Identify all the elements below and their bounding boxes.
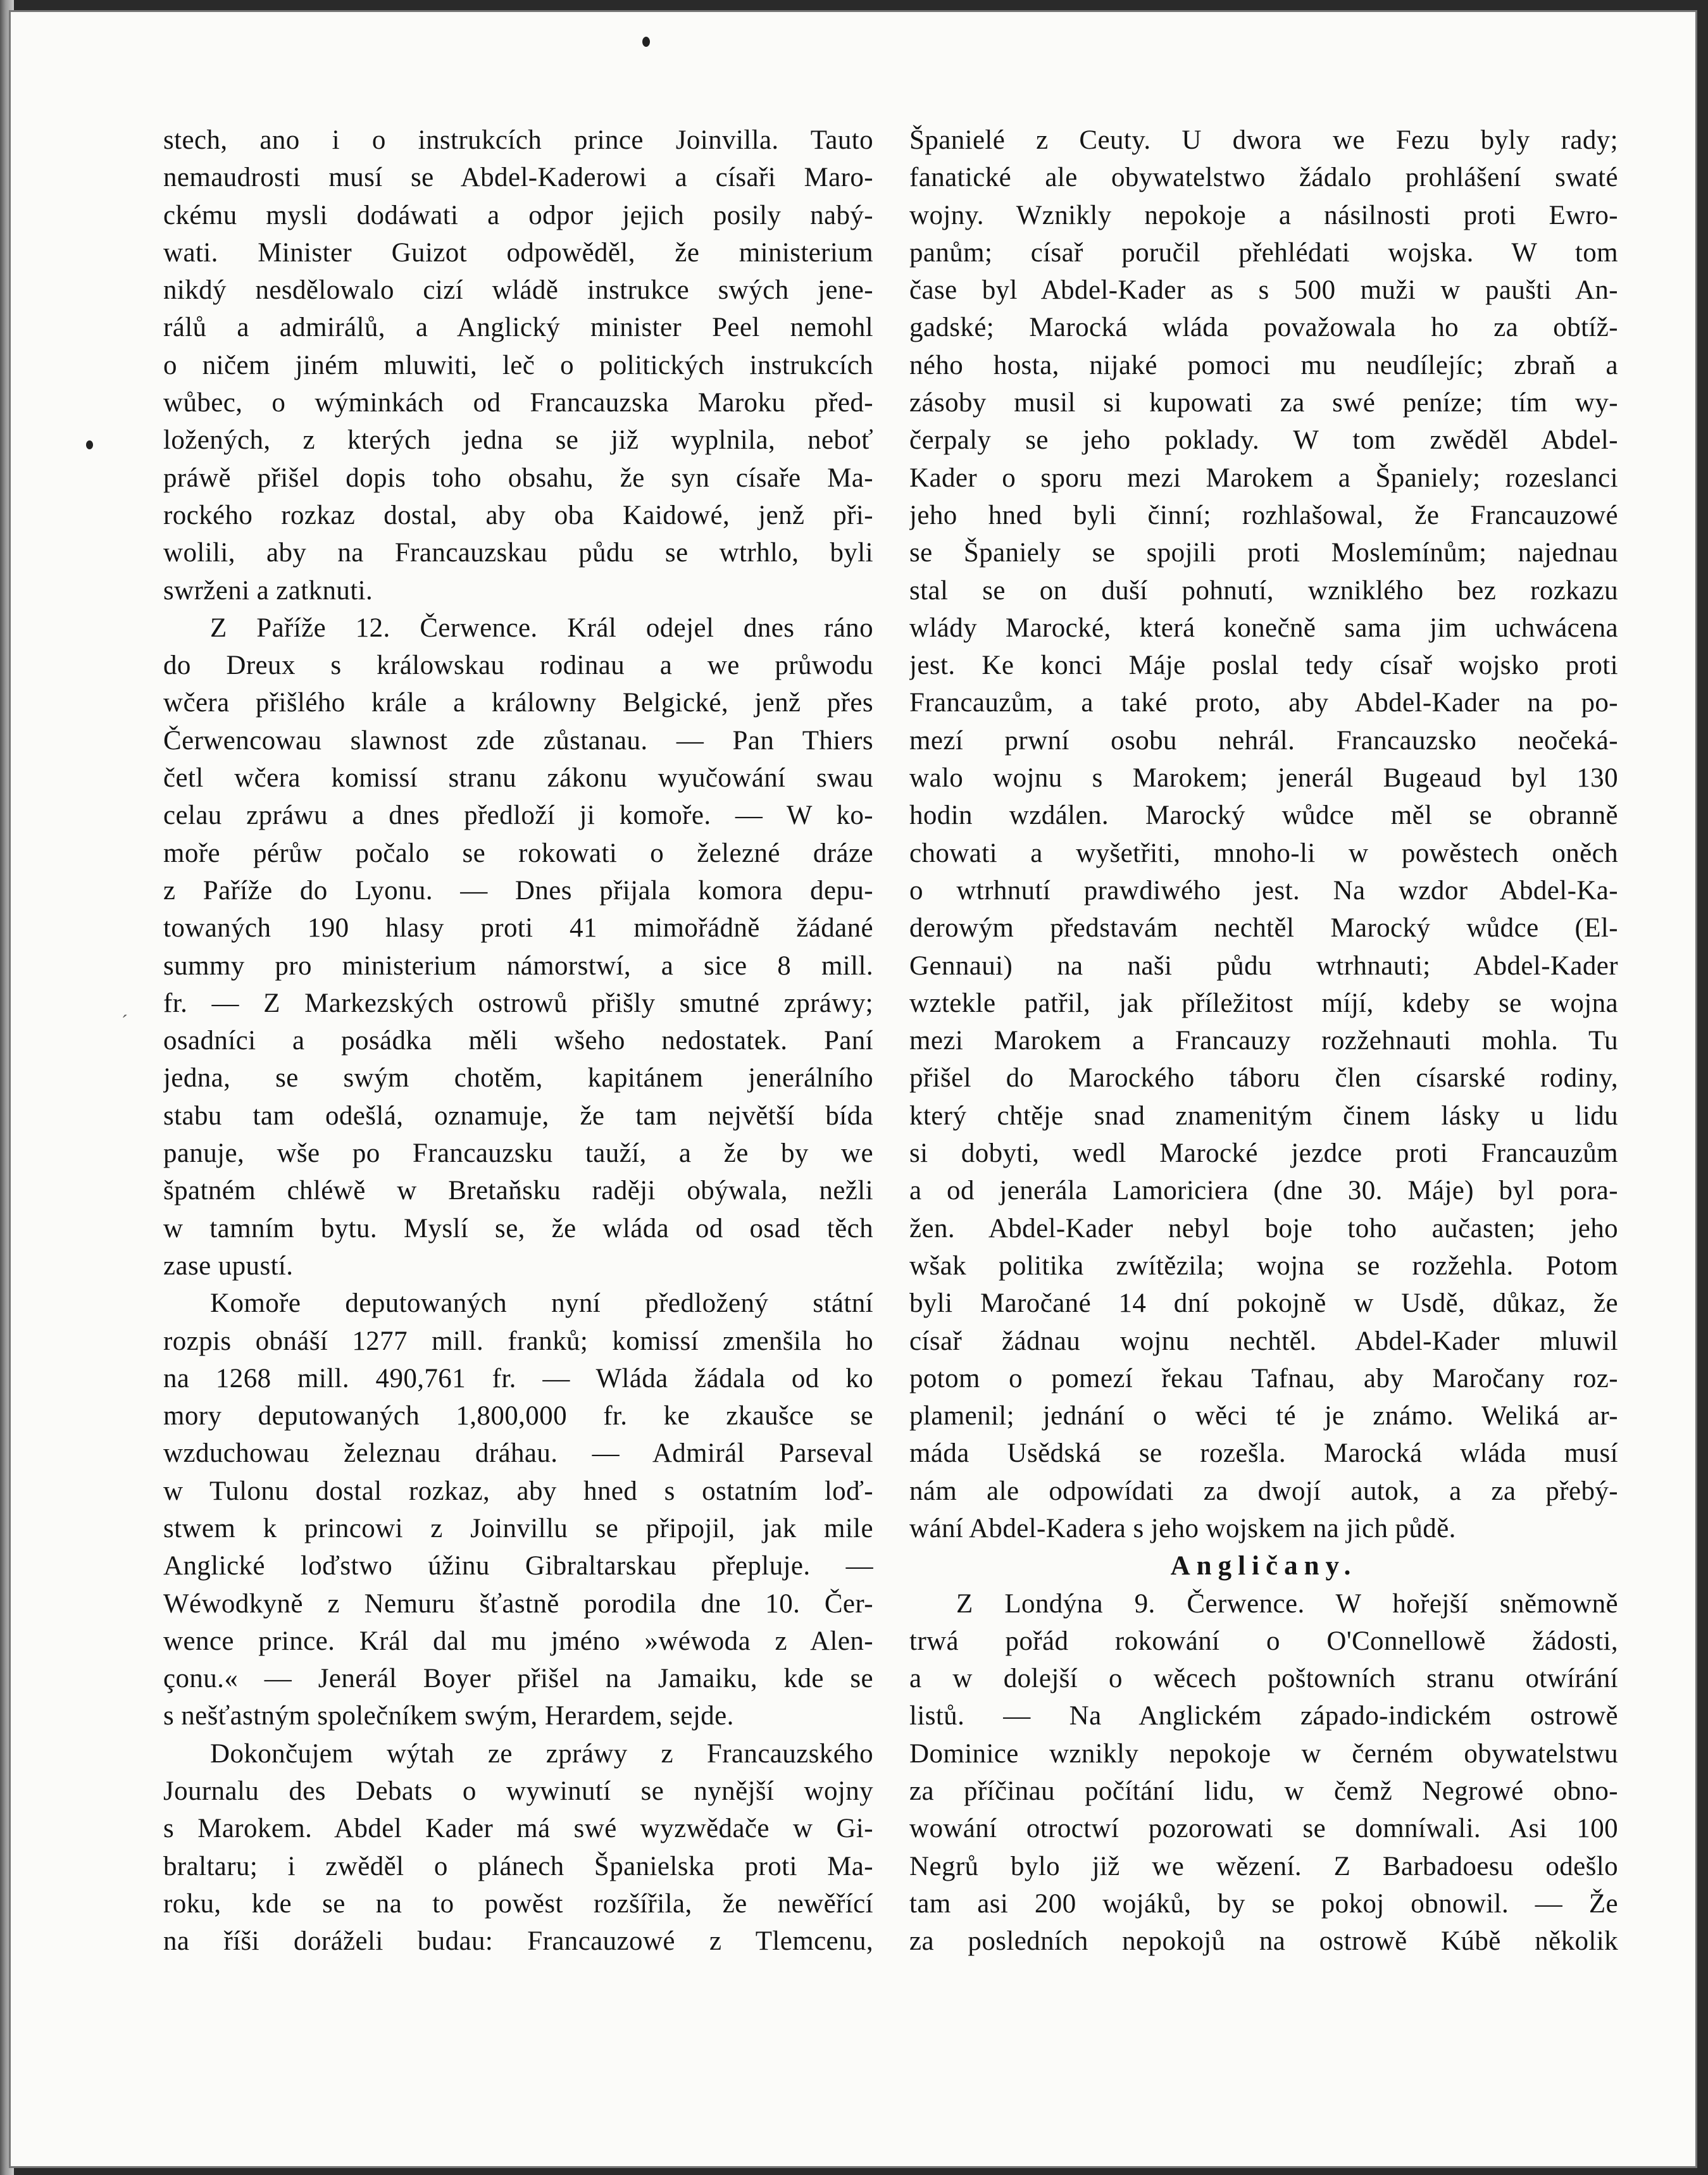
text-line: Komoře deputowaných nyní předložený státní: [210, 1288, 873, 1319]
text-line: Negrů bylo již we wězení. Z Barbadoesu odešlo: [909, 1851, 1618, 1881]
text-line: ckému mysli dodáwati a odpor jejich posily nabý-: [163, 200, 873, 230]
text-line: tam asi 200 wojáků, by se pokoj obnowil. — Že: [909, 1888, 1618, 1919]
text-line: osadníci a posádka měli wšeho nedostatek. Paní: [163, 1026, 873, 1056]
text-line: jedna, se swým chotěm, kapitánem jenerálního: [163, 1063, 873, 1094]
text-line: špatném chléwě w Bretaňsku raději obýwala, nežli: [163, 1176, 873, 1206]
text-line: wolili, aby na Francauzskau půdu se wtrhlo, byli: [163, 538, 873, 568]
text-line: panuje, wše po Francauzsku tauží, a že by we: [163, 1138, 873, 1169]
text-line: çonu.« — Jenerál Boyer přišel na Jamaiku, kde se: [163, 1664, 873, 1694]
text-line: mory deputowaných 1,800,000 fr. ke zkaušce se: [163, 1401, 873, 1431]
text-line: Wéwodkyně z Nemuru šťastně porodila dne 10. Čer-: [163, 1588, 873, 1619]
margin-mark: ˊ: [122, 1011, 128, 1032]
text-line: se Španiely se spojili proti Moslemínům; najednau: [909, 538, 1618, 568]
text-line: čerpaly se jeho poklady. W tom zwěděl Abdel-: [909, 425, 1618, 456]
text-line: Journalu des Debats o wywinutí se nynější wojny: [163, 1776, 873, 1807]
text-line: braltaru; i zwěděl o plánech Španielska proti Ma-: [163, 1851, 873, 1881]
text-line: císař žádnau wojnu nechtěl. Abdel-Kader mluwil: [909, 1326, 1618, 1356]
text-line: o wtrhnutí prawdiwého jest. Na wzdor Abdel-Ka-: [909, 875, 1618, 906]
text-line: wati. Minister Guizot odpowěděl, že ministerium: [163, 237, 873, 268]
text-line: plamenil; jednání o wěci té je známo. Weliká ar-: [909, 1401, 1618, 1431]
text-line: wzduchowau železnau dráhau. — Admirál Parseval: [163, 1438, 873, 1469]
text-line: s Marokem. Abdel Kader má swé wyzwědače w Gi-: [163, 1814, 873, 1844]
text-line: fr. — Z Markezských ostrowů přišly smutné zpráwy;: [163, 988, 873, 1018]
text-line: stech, ano i o instrukcích prince Joinvilla. Tauto: [163, 125, 873, 155]
text-line: stal se on duší pohnutí, wzniklého bez rozkazu: [909, 575, 1618, 606]
text-line: si dobyti, wedl Marocké jezdce proti Francauzům: [909, 1138, 1618, 1169]
text-line: listů. — Na Anglickém západo-indickém ostrowě: [909, 1701, 1618, 1731]
text-line: na 1268 mill. 490,761 fr. — Wláda žádala od ko: [163, 1363, 873, 1393]
text-line: Z Paříže 12. Čerwence. Král odejel dnes ráno: [210, 613, 873, 643]
text-line: stwem k princowi z Joinvillu se připojil, jak mile: [163, 1513, 873, 1543]
text-line: w Tulonu dostal rozkaz, aby hned s ostatním loď-: [163, 1476, 873, 1506]
section-heading: Angličany.: [1170, 1551, 1357, 1581]
text-line: za posledních nepokojů na ostrowě Kúbě několik: [909, 1926, 1618, 1957]
text-line: wence prince. Král dal mu jméno »wéwoda z Alen-: [163, 1626, 873, 1656]
text-line: Z Londýna 9. Čerwence. W hořejší sněmowně: [956, 1588, 1618, 1619]
text-line: jeho hned byli činní; rozhlašowal, že Francauzowé: [909, 500, 1618, 530]
text-line: potom o pomezí řekau Tafnau, aby Maročany roz-: [909, 1363, 1618, 1393]
text-line: nikdý nesdělowalo cizí wládě instrukce swých jene-: [163, 275, 873, 306]
text-line: Čerwencowau slawnost zde zůstanau. — Pan Thiers: [163, 725, 873, 756]
text-line: w tamním bytu. Myslí se, že wláda od osad těch: [163, 1213, 873, 1243]
text-line: towaných 190 hlasy proti 41 mimořádně žádané: [163, 913, 873, 944]
text-line: máda Usědská se rozešla. Marocká wláda musí: [909, 1438, 1618, 1469]
text-line: fanatické ale obywatelstwo žádalo prohlášení swaté: [909, 163, 1618, 193]
ink-spot: [642, 37, 650, 47]
text-line: Španielé z Ceuty. U dwora we Fezu byly rady;: [909, 125, 1618, 155]
text-line: s nešťastným společníkem swým, Herardem, sejde.: [163, 1701, 734, 1731]
text-line: nemaudrosti musí se Abdel-Kaderowi a císaři Maro-: [163, 163, 873, 193]
text-line: na říši doráželi budau: Francauzowé z Tlemcenu,: [163, 1926, 873, 1957]
text-line: žen. Abdel-Kader nebyl boje toho aučasten; jeho: [909, 1213, 1618, 1243]
text-line: rozpis obnáší 1277 mill. franků; komissí zmenšila ho: [163, 1326, 873, 1356]
text-line: přišel do Marockého táboru člen císarské rodiny,: [909, 1063, 1618, 1094]
text-line: byli Maročané 14 dní pokojně w Usdě, důkaz, že: [909, 1288, 1618, 1319]
text-line: z Paříže do Lyonu. — Dnes přijala komora depu-: [163, 875, 873, 906]
text-line: gadské; Marocká wláda považowala ho za obtíž-: [909, 313, 1618, 343]
text-line: stabu tam odešlá, oznamuje, že tam největší bída: [163, 1100, 873, 1131]
text-line: mezi Marokem a Francauzy rozžehnauti mohla. Tu: [909, 1026, 1618, 1056]
text-line: hodin wzdálen. Marocký wůdce měl se obranně: [909, 801, 1618, 831]
right-text-column: [909, 122, 1618, 1960]
text-line: Gennaui) na naši půdu wtrhnauti; Abdel-Kader: [909, 950, 1618, 981]
text-line: celau zpráwu a dnes předloží ji komoře. — W ko-: [163, 801, 873, 831]
text-line: wčera přišlého krále a králowny Belgické, jenž přes: [163, 688, 873, 718]
text-line: zásoby musil si kupowati za swé peníze; tím wy-: [909, 388, 1618, 418]
text-line: rockého rozkaz dostal, aby oba Kaidowé, jenž při-: [163, 500, 873, 530]
text-line: wojny. Wznikly nepokoje a násilnosti proti Ewro-: [909, 200, 1618, 230]
text-line: ného hosta, nijaké pomoci mu neudílejíc; zbraň a: [909, 350, 1618, 380]
text-line: Francauzům, a také proto, aby Abdel-Kader na po-: [909, 688, 1618, 718]
text-line: derowým představám nechtěl Marocký wůdce (El-: [909, 913, 1618, 944]
text-line: wztekle patřil, jak příležitost míjí, kdeby se wojna: [909, 988, 1618, 1018]
left-text-column: [163, 122, 873, 1960]
text-line: swrženi a zatknuti.: [163, 575, 373, 606]
text-line: a w dolejší o wěcech poštowních stranu otwírání: [909, 1664, 1618, 1694]
text-line: trwá pořád rokowání o O'Connellowě žádosti,: [909, 1626, 1618, 1656]
text-line: Dominice wznikly nepokoje w černém obywatelstwu: [909, 1738, 1618, 1769]
text-line: walo wojnu s Marokem; jenerál Bugeaud byl 130: [909, 763, 1618, 794]
text-line: čase byl Abdel-Kader as s 500 muži w paušti An-: [909, 275, 1618, 306]
text-line: mezí prwní osobu nehrál. Francauzsko neočeká-: [909, 725, 1618, 756]
text-line: ložených, z kterých jedna se již wyplnila, neboť: [163, 425, 873, 456]
text-line: wání Abdel-Kadera s jeho wojskem na jich půdě.: [909, 1513, 1456, 1543]
text-line: Kader o sporu mezi Marokem a Španiely; rozeslanci: [909, 463, 1618, 493]
text-line: zase upustí.: [163, 1250, 294, 1281]
text-line: Dokončujem wýtah ze zpráwy z Francauzského: [210, 1738, 873, 1769]
text-line: wůbec, o wýminkách od Francauzska Maroku před-: [163, 388, 873, 418]
text-line: práwě přišel dopis toho obsahu, že syn císaře Ma-: [163, 463, 873, 493]
text-line: Anglické loďstwo úžinu Gibraltarskau přepluje. —: [163, 1551, 873, 1581]
text-line: wšak politika zwítězila; wojna se rozžehla. Potom: [909, 1250, 1618, 1281]
text-line: wlády Marocké, která konečně sama jim uchwácena: [909, 613, 1618, 643]
text-line: rálů a admirálů, a Anglický minister Peel nemohl: [163, 313, 873, 343]
text-line: za příčinau počítání lidu, w čemž Negrowé obno-: [909, 1776, 1618, 1807]
text-line: summy pro ministerium námorstwí, a sice 8 mill.: [163, 950, 873, 981]
text-line: wowání otroctwí pozorowati se domníwali. Asi 100: [909, 1814, 1618, 1844]
text-line: četl wčera komissí stranu zákonu wyučowání swau: [163, 763, 873, 794]
text-line: panům; císař poručil přehlédati wojska. W tom: [909, 237, 1618, 268]
text-line: moře pérůw počalo se rokowati o železné dráze: [163, 838, 873, 868]
margin-ink-spot: [86, 440, 93, 449]
text-line: nám ale odpowídati za dwojí autok, a za přebý-: [909, 1476, 1618, 1506]
text-line: který chtěje snad znamenitým činem lásky u lidu: [909, 1100, 1618, 1131]
text-line: chowati a wyšetřiti, mnoho-li w powěstech oněch: [909, 838, 1618, 868]
text-line: jest. Ke konci Máje poslal tedy císař wojsko proti: [909, 651, 1618, 681]
text-line: do Dreux s králowskau rodinau a we průwodu: [163, 651, 873, 681]
text-line: o ničem jiném mluwiti, leč o politických instrukcích: [163, 350, 873, 380]
text-line: roku, kde se na to powěst rozšířila, že newěřící: [163, 1888, 873, 1919]
text-line: a od jenerála Lamoriciera (dne 30. Máje) byl pora-: [909, 1176, 1618, 1206]
